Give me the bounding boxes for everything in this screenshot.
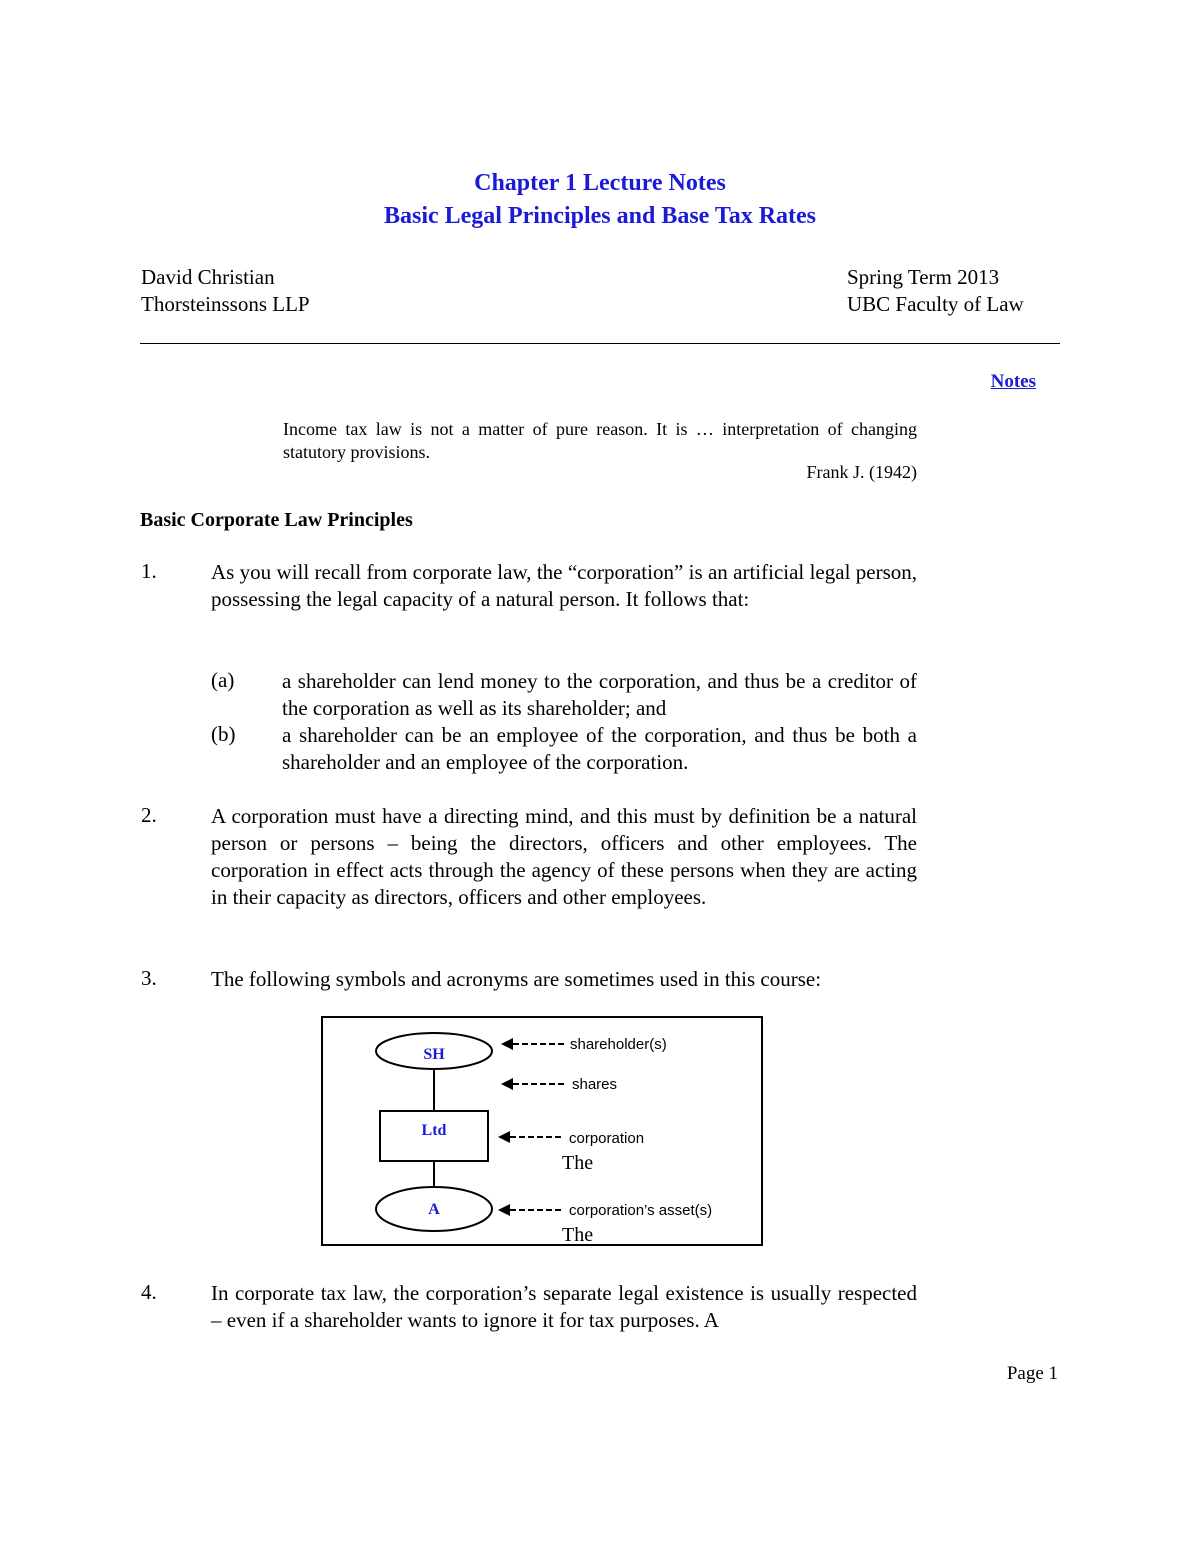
- list-item-text: In corporate tax law, the corporation’s separate legal existence is usually respected – even if a shareholder wants to ignore it for tax purposes. A: [211, 1281, 917, 1332]
- list-item-text: The following symbols and acronyms are sometimes used in this course:: [211, 967, 822, 991]
- asset-label: A: [428, 1201, 440, 1218]
- legend-shares: shares: [572, 1076, 618, 1093]
- document-subtitle: Basic Legal Principles and Base Tax Rates: [383, 203, 817, 229]
- legend-shareholders: shareholder(s): [570, 1036, 667, 1053]
- item-number: 2.: [141, 803, 157, 827]
- header-divider: [140, 343, 1060, 344]
- item-number: 3.: [141, 966, 157, 990]
- stray-text: The: [562, 1224, 594, 1246]
- notes-heading: Notes: [990, 371, 1036, 392]
- subitem-label: (a): [211, 668, 235, 692]
- author-name: David Christian: [141, 265, 275, 289]
- firm-name: Thorsteinssons LLP: [141, 292, 310, 316]
- subitem-text: a shareholder can lend money to the corporation, and thus be a creditor of the corporation as well as its shareholder; and: [282, 669, 917, 720]
- ltd-label: Ltd: [421, 1122, 447, 1139]
- document-title: Chapter 1 Lecture Notes: [474, 170, 726, 196]
- quote-attribution: Frank J. (1942): [806, 462, 917, 482]
- page-number: Page 1: [1006, 1363, 1058, 1384]
- item-number: 1.: [141, 559, 157, 583]
- legend-corporation: corporation: [569, 1130, 645, 1147]
- symbols-diagram: [320, 1015, 766, 1249]
- list-item-text: As you will recall from corporate law, the “corporation” is an artificial legal person, possessing the legal capacity of a natural person. It follows that:: [211, 560, 917, 611]
- sh-label: SH: [423, 1046, 445, 1063]
- section-heading: Basic Corporate Law Principles: [140, 509, 413, 531]
- subitem-text: a shareholder can be an employee of the corporation, and thus be both a shareholder and an employee of the corporation.: [282, 723, 917, 774]
- stray-text: The: [562, 1152, 594, 1174]
- legend-assets: corporation’s asset(s): [569, 1202, 713, 1219]
- item-number: 4.: [141, 1280, 157, 1304]
- subitem-label: (b): [211, 722, 236, 746]
- epigraph-quote: Income tax law is not a matter of pure reason. It is … interpretation of changing statutory provisions.: [283, 419, 917, 462]
- term: Spring Term 2013: [847, 265, 1000, 289]
- list-item-text: A corporation must have a directing mind, and this must by definition be a natural person or persons – being the directors, officers and other employees. The corporation in effect acts through the agency of these persons when they are acting in their capacity as directors, officers and other employees.: [211, 804, 917, 909]
- school: UBC Faculty of Law: [847, 292, 1024, 316]
